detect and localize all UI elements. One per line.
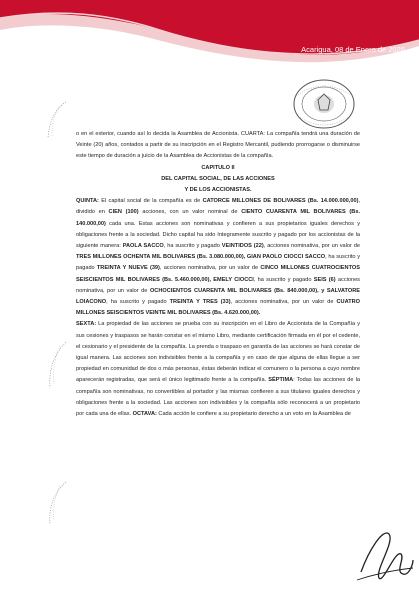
paragraph-sexta: [76, 319, 360, 420]
paragraph-cuarta: o en el exterior, cuando así lo decida la Asamblea de Accionista. CUARTA: La compañía tendrá una duración de Veinte (20) años, contados a partir de su inscripción en el Registro Mercantil, pudiendo prorrogarse o disminuirse este tiempo de duración a juicio de la Asamblea de Accionistas de la compañía.: [76, 131, 360, 160]
rubber-stamp-icon: [42, 100, 68, 140]
sexta-run: : Todas las acciones de la compañía son nominativas, no convertibles al portador y las mismas confieren a sus titulares iguales derechos y obligaciones frente a la sociedad. Las acciones son indivisibles y la compañía sólo reconocerá a un propietario por cada una de ellas.: [76, 377, 360, 418]
document-date: Acarigua, 08 de Enero de 2026: [301, 45, 405, 54]
quinta-run: CINCO MILLONES CUATROCIENTOS SEISCIENTOS MIL BOLIVARES (Bs. 5.460.000,00), EMELY CIOCCI: [76, 265, 360, 283]
quinta-run: CUATRO MILLONES SEISCIENTOS VEINTE MIL BOLIVARES (Bs. 4.620.000,00).: [76, 299, 360, 317]
quinta-run: , ha suscrito y pagado: [106, 299, 170, 306]
paragraph-quinta: [76, 196, 360, 319]
sexta-run: SEXTA:: [76, 321, 97, 328]
quinta-run: , acciones nominativa, por un valor de: [263, 243, 360, 250]
quinta-run: TREINTA Y TRES (33): [169, 299, 231, 306]
quinta-run: , dividido en: [76, 198, 360, 216]
chapter-heading: CAPITULO II: [201, 164, 235, 171]
quinta-run: cada una. Estas acciones son nominativas y confieren a sus propietarios iguales derechos y obligaciones frente a la sociedad. Dicho capital ha sido íntegramente suscrito y pagado por los accionistas de la siguiente manera:: [76, 220, 360, 250]
sexta-run: Cada acción le confiere a su propietario derecho a un voto en la Asamblea de: [156, 411, 351, 418]
quinta-run: SEIS (6): [313, 276, 336, 283]
quinta-run: TRES MILLONES OCHENTA MIL BOLIVARES (Bs. 3.080.000,00), GIAN PAOLO CIOCCI SACCO: [76, 254, 326, 261]
sexta-run: SÉPTIMA: [268, 377, 294, 384]
quinta-run: , ha suscrito y pagado: [253, 276, 314, 283]
quinta-run: acciones, con un valor nominal de: [138, 209, 242, 216]
quinta-run: VEINTIDOS (22): [221, 243, 264, 250]
header-banner: [0, 0, 419, 70]
quinta-run: CIENTO CUARENTA MIL BOLIVARES (Bs. 140.000,00): [76, 209, 360, 227]
quinta-run: , acciones nominativa, por un valor de: [230, 299, 337, 306]
chapter-title-line-2: Y DE LOS ACCIONISTAS.: [184, 187, 252, 194]
quinta-run: El capital social de la compañía es de: [98, 198, 203, 205]
quinta-run: TREINTA Y NUEVE (39): [96, 265, 160, 272]
rubber-stamp-icon: [42, 340, 68, 390]
quinta-run: acciones nominativa, por un valor de: [76, 276, 360, 294]
handwritten-signature-icon: [355, 520, 415, 590]
sexta-run: La propiedad de las acciones se prueba con su inscripción en el Libro de Accionista de la Compañía y sus cesiones y traspasos se harán constar en el mismo Libro, mediante certificación firmada en él por el cedente, el cesionario y el presidente de la compañía. La prenda o traspaso en garantía de las acciones se hará constar de igual manera. Las acciones son indivisibles frente a la compañía y en caso de que alguna de ellas llegue a ser propiedad en comunidad de dos o más personas, éstas deberán indicar el comunero o la persona a cuyo nombre aparecerán registradas, que será el único legitimado frente a la compañía.: [76, 321, 360, 384]
quinta-run: PAOLA SACCO: [122, 243, 164, 250]
sexta-run: OCTAVA:: [132, 411, 157, 418]
quinta-run: , acciones nominativa, por un valor de: [159, 265, 261, 272]
quinta-run: , ha suscrito y pagado: [76, 254, 360, 272]
registry-seal-icon: [288, 76, 360, 132]
quinta-run: , ha suscrito y pagado: [163, 243, 222, 250]
quinta-run: OCHOCIENTOS CUARENTA MIL BOLIVARES (Bs. 840.000,00), y SALVATORE LOIACONO: [76, 287, 360, 306]
rubber-stamp-icon: [42, 480, 68, 526]
document-body: [76, 129, 360, 420]
chapter-title-line-1: DEL CAPITAL SOCIAL, DE LAS ACCIONES: [161, 175, 275, 182]
quinta-run: QUINTA:: [76, 198, 99, 205]
quinta-run: CATORCE MILLONES DE BOLIVARES (Bs. 14.000.000,00): [202, 198, 359, 205]
quinta-run: CIEN (100): [108, 209, 139, 216]
